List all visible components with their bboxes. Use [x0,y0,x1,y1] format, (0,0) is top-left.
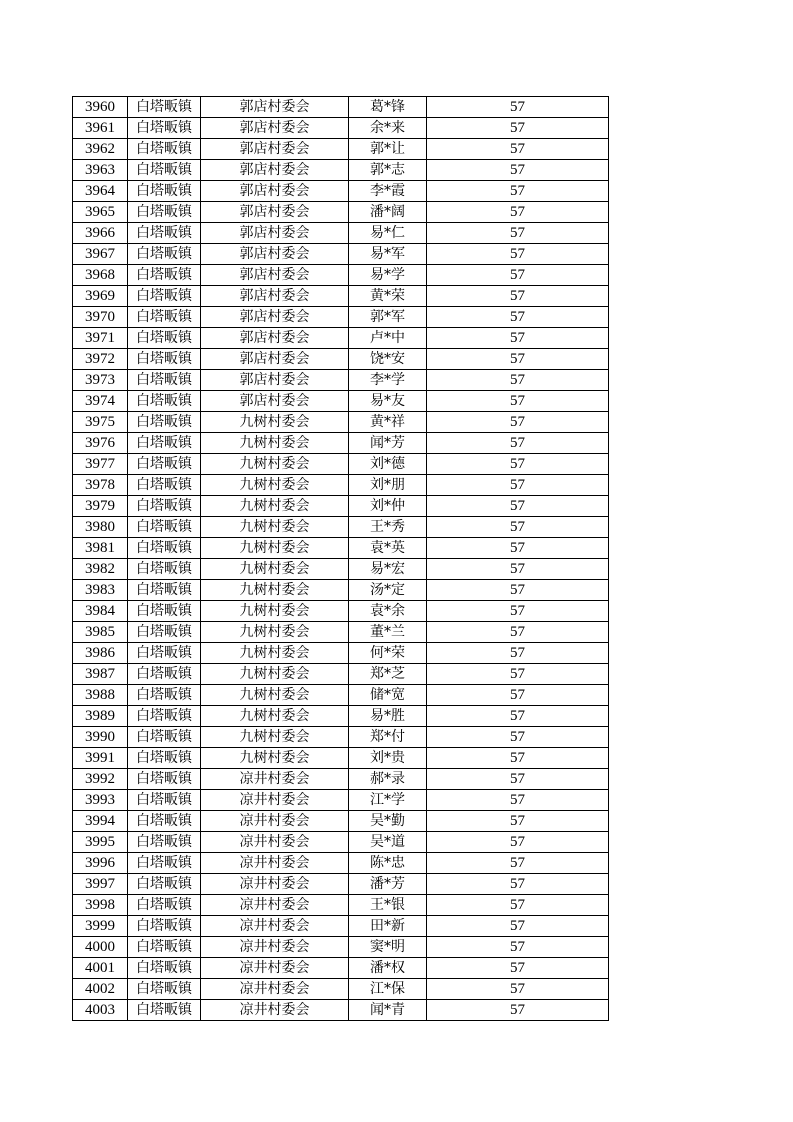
score-cell: 57 [427,244,609,265]
score-cell: 57 [427,412,609,433]
row-number-cell: 3983 [73,580,128,601]
row-number-cell: 3970 [73,307,128,328]
row-number-cell: 3969 [73,286,128,307]
person-name-cell: 吴*勤 [349,811,427,832]
score-cell: 57 [427,328,609,349]
table-row [73,601,609,622]
person-name-cell: 黄*祥 [349,412,427,433]
table-row [73,874,609,895]
row-number-cell: 3989 [73,706,128,727]
table-row [73,160,609,181]
person-name-cell: 袁*余 [349,601,427,622]
person-name-cell: 储*宽 [349,685,427,706]
village-committee-cell: 凉井村委会 [201,832,349,853]
score-cell: 57 [427,727,609,748]
town-cell: 白塔畈镇 [128,874,201,895]
row-number-cell: 4001 [73,958,128,979]
town-cell: 白塔畈镇 [128,790,201,811]
row-number-cell: 3972 [73,349,128,370]
table-row [73,727,609,748]
table-row [73,559,609,580]
village-committee-cell: 凉井村委会 [201,769,349,790]
table-row [73,265,609,286]
town-cell: 白塔畈镇 [128,559,201,580]
person-name-cell: 田*新 [349,916,427,937]
village-committee-cell: 郭店村委会 [201,139,349,160]
row-number-cell: 3985 [73,622,128,643]
table-row [73,895,609,916]
score-cell: 57 [427,433,609,454]
score-cell: 57 [427,265,609,286]
town-cell: 白塔畈镇 [128,160,201,181]
town-cell: 白塔畈镇 [128,979,201,1000]
row-number-cell: 3986 [73,643,128,664]
score-cell: 57 [427,97,609,118]
table-row [73,496,609,517]
score-cell: 57 [427,622,609,643]
town-cell: 白塔畈镇 [128,580,201,601]
person-name-cell: 陈*忠 [349,853,427,874]
person-name-cell: 江*学 [349,790,427,811]
table-row [73,1000,609,1021]
town-cell: 白塔畈镇 [128,454,201,475]
score-cell: 57 [427,307,609,328]
town-cell: 白塔畈镇 [128,244,201,265]
score-cell: 57 [427,475,609,496]
row-number-cell: 3984 [73,601,128,622]
village-committee-cell: 郭店村委会 [201,160,349,181]
person-name-cell: 潘*权 [349,958,427,979]
row-number-cell: 3963 [73,160,128,181]
town-cell: 白塔畈镇 [128,223,201,244]
row-number-cell: 3981 [73,538,128,559]
table-row [73,307,609,328]
town-cell: 白塔畈镇 [128,664,201,685]
town-cell: 白塔畈镇 [128,832,201,853]
row-number-cell: 3962 [73,139,128,160]
town-cell: 白塔畈镇 [128,118,201,139]
village-committee-cell: 九树村委会 [201,454,349,475]
row-number-cell: 4003 [73,1000,128,1021]
person-name-cell: 饶*安 [349,349,427,370]
table-row [73,979,609,1000]
row-number-cell: 3975 [73,412,128,433]
town-cell: 白塔畈镇 [128,769,201,790]
village-committee-cell: 郭店村委会 [201,370,349,391]
table-row [73,664,609,685]
town-cell: 白塔畈镇 [128,748,201,769]
row-number-cell: 3980 [73,517,128,538]
village-committee-cell: 凉井村委会 [201,979,349,1000]
village-committee-cell: 九树村委会 [201,412,349,433]
village-committee-cell: 郭店村委会 [201,202,349,223]
town-cell: 白塔畈镇 [128,685,201,706]
score-cell: 57 [427,790,609,811]
score-cell: 57 [427,391,609,412]
village-committee-cell: 九树村委会 [201,706,349,727]
row-number-cell: 3996 [73,853,128,874]
row-number-cell: 3979 [73,496,128,517]
person-name-cell: 王*秀 [349,517,427,538]
village-committee-cell: 九树村委会 [201,475,349,496]
row-number-cell: 3973 [73,370,128,391]
town-cell: 白塔畈镇 [128,622,201,643]
village-committee-cell: 凉井村委会 [201,958,349,979]
score-cell: 57 [427,685,609,706]
village-committee-cell: 九树村委会 [201,664,349,685]
score-cell: 57 [427,517,609,538]
row-number-cell: 3988 [73,685,128,706]
town-cell: 白塔畈镇 [128,475,201,496]
table-row [73,538,609,559]
person-name-cell: 易*胜 [349,706,427,727]
village-committee-cell: 九树村委会 [201,622,349,643]
village-committee-cell: 郭店村委会 [201,391,349,412]
score-cell: 57 [427,454,609,475]
table-row [73,790,609,811]
person-name-cell: 刘*仲 [349,496,427,517]
town-cell: 白塔畈镇 [128,916,201,937]
table-row [73,622,609,643]
person-name-cell: 易*友 [349,391,427,412]
town-cell: 白塔畈镇 [128,811,201,832]
village-committee-cell: 九树村委会 [201,580,349,601]
score-cell: 57 [427,916,609,937]
person-name-cell: 易*军 [349,244,427,265]
score-cell: 57 [427,181,609,202]
score-cell: 57 [427,559,609,580]
town-cell: 白塔畈镇 [128,286,201,307]
town-cell: 白塔畈镇 [128,601,201,622]
town-cell: 白塔畈镇 [128,433,201,454]
table-row [73,811,609,832]
village-committee-cell: 郭店村委会 [201,223,349,244]
score-cell: 57 [427,748,609,769]
village-committee-cell: 九树村委会 [201,517,349,538]
table-row [73,685,609,706]
village-committee-cell: 九树村委会 [201,685,349,706]
village-committee-cell: 凉井村委会 [201,937,349,958]
town-cell: 白塔畈镇 [128,496,201,517]
town-cell: 白塔畈镇 [128,349,201,370]
town-cell: 白塔畈镇 [128,1000,201,1021]
row-number-cell: 3997 [73,874,128,895]
table-row [73,580,609,601]
village-committee-cell: 凉井村委会 [201,790,349,811]
village-committee-cell: 郭店村委会 [201,97,349,118]
row-number-cell: 3967 [73,244,128,265]
village-committee-cell: 九树村委会 [201,643,349,664]
town-cell: 白塔畈镇 [128,97,201,118]
town-cell: 白塔畈镇 [128,937,201,958]
person-name-cell: 葛*锋 [349,97,427,118]
score-cell: 57 [427,1000,609,1021]
person-name-cell: 刘*贵 [349,748,427,769]
score-cell: 57 [427,979,609,1000]
table-row [73,97,609,118]
table-row [73,916,609,937]
table-row [73,244,609,265]
score-cell: 57 [427,706,609,727]
table-row [73,349,609,370]
row-number-cell: 3995 [73,832,128,853]
table-row [73,475,609,496]
row-number-cell: 3971 [73,328,128,349]
score-cell: 57 [427,643,609,664]
table-row [73,769,609,790]
score-cell: 57 [427,958,609,979]
village-committee-cell: 凉井村委会 [201,811,349,832]
person-name-cell: 易*仁 [349,223,427,244]
table-row [73,853,609,874]
table-row [73,139,609,160]
score-cell: 57 [427,139,609,160]
table-row [73,181,609,202]
person-name-cell: 吴*道 [349,832,427,853]
person-name-cell: 郑*芝 [349,664,427,685]
town-cell: 白塔畈镇 [128,853,201,874]
table-row [73,832,609,853]
person-name-cell: 黄*荣 [349,286,427,307]
village-committee-cell: 凉井村委会 [201,853,349,874]
table-row [73,643,609,664]
row-number-cell: 3991 [73,748,128,769]
roster-table-body [73,97,609,1021]
table-row [73,454,609,475]
village-committee-cell: 凉井村委会 [201,1000,349,1021]
score-cell: 57 [427,874,609,895]
score-cell: 57 [427,370,609,391]
village-committee-cell: 郭店村委会 [201,118,349,139]
village-committee-cell: 九树村委会 [201,538,349,559]
roster-table [72,96,609,1021]
village-committee-cell: 凉井村委会 [201,895,349,916]
table-row [73,202,609,223]
village-committee-cell: 九树村委会 [201,559,349,580]
row-number-cell: 3960 [73,97,128,118]
person-name-cell: 余*来 [349,118,427,139]
village-committee-cell: 九树村委会 [201,727,349,748]
person-name-cell: 刘*朋 [349,475,427,496]
row-number-cell: 3976 [73,433,128,454]
village-committee-cell: 凉井村委会 [201,916,349,937]
row-number-cell: 3998 [73,895,128,916]
score-cell: 57 [427,580,609,601]
village-committee-cell: 郭店村委会 [201,307,349,328]
table-row [73,391,609,412]
person-name-cell: 李*学 [349,370,427,391]
person-name-cell: 潘*阔 [349,202,427,223]
table-row [73,328,609,349]
row-number-cell: 4002 [73,979,128,1000]
row-number-cell: 3978 [73,475,128,496]
row-number-cell: 3964 [73,181,128,202]
person-name-cell: 李*霞 [349,181,427,202]
town-cell: 白塔畈镇 [128,727,201,748]
person-name-cell: 潘*芳 [349,874,427,895]
score-cell: 57 [427,664,609,685]
table-row [73,118,609,139]
town-cell: 白塔畈镇 [128,412,201,433]
village-committee-cell: 郭店村委会 [201,328,349,349]
row-number-cell: 3999 [73,916,128,937]
table-row [73,958,609,979]
person-name-cell: 易*学 [349,265,427,286]
person-name-cell: 郭*志 [349,160,427,181]
town-cell: 白塔畈镇 [128,265,201,286]
row-number-cell: 3961 [73,118,128,139]
score-cell: 57 [427,349,609,370]
score-cell: 57 [427,160,609,181]
table-row [73,706,609,727]
row-number-cell: 3987 [73,664,128,685]
row-number-cell: 3994 [73,811,128,832]
table-row [73,223,609,244]
person-name-cell: 窦*明 [349,937,427,958]
person-name-cell: 易*宏 [349,559,427,580]
score-cell: 57 [427,937,609,958]
town-cell: 白塔畈镇 [128,538,201,559]
row-number-cell: 3992 [73,769,128,790]
row-number-cell: 3965 [73,202,128,223]
person-name-cell: 郑*付 [349,727,427,748]
village-committee-cell: 九树村委会 [201,433,349,454]
score-cell: 57 [427,832,609,853]
town-cell: 白塔畈镇 [128,202,201,223]
score-cell: 57 [427,223,609,244]
score-cell: 57 [427,286,609,307]
town-cell: 白塔畈镇 [128,958,201,979]
table-row [73,517,609,538]
town-cell: 白塔畈镇 [128,895,201,916]
row-number-cell: 3982 [73,559,128,580]
village-committee-cell: 郭店村委会 [201,286,349,307]
town-cell: 白塔畈镇 [128,391,201,412]
person-name-cell: 董*兰 [349,622,427,643]
score-cell: 57 [427,538,609,559]
score-cell: 57 [427,202,609,223]
row-number-cell: 3990 [73,727,128,748]
table-row [73,937,609,958]
person-name-cell: 刘*德 [349,454,427,475]
table-row [73,286,609,307]
person-name-cell: 卢*中 [349,328,427,349]
person-name-cell: 汤*定 [349,580,427,601]
table-row [73,433,609,454]
person-name-cell: 袁*英 [349,538,427,559]
village-committee-cell: 九树村委会 [201,748,349,769]
score-cell: 57 [427,853,609,874]
village-committee-cell: 郭店村委会 [201,349,349,370]
person-name-cell: 郭*让 [349,139,427,160]
town-cell: 白塔畈镇 [128,370,201,391]
score-cell: 57 [427,895,609,916]
row-number-cell: 3993 [73,790,128,811]
person-name-cell: 何*荣 [349,643,427,664]
person-name-cell: 郭*军 [349,307,427,328]
town-cell: 白塔畈镇 [128,307,201,328]
town-cell: 白塔畈镇 [128,181,201,202]
table-row [73,412,609,433]
town-cell: 白塔畈镇 [128,328,201,349]
score-cell: 57 [427,496,609,517]
score-cell: 57 [427,811,609,832]
person-name-cell: 江*保 [349,979,427,1000]
village-committee-cell: 九树村委会 [201,601,349,622]
person-name-cell: 王*银 [349,895,427,916]
row-number-cell: 3966 [73,223,128,244]
person-name-cell: 郝*录 [349,769,427,790]
table-row [73,370,609,391]
score-cell: 57 [427,769,609,790]
town-cell: 白塔畈镇 [128,706,201,727]
town-cell: 白塔畈镇 [128,139,201,160]
village-committee-cell: 凉井村委会 [201,874,349,895]
village-committee-cell: 郭店村委会 [201,244,349,265]
score-cell: 57 [427,601,609,622]
village-committee-cell: 郭店村委会 [201,265,349,286]
person-name-cell: 闻*芳 [349,433,427,454]
table-row [73,748,609,769]
village-committee-cell: 郭店村委会 [201,181,349,202]
row-number-cell: 4000 [73,937,128,958]
village-committee-cell: 九树村委会 [201,496,349,517]
row-number-cell: 3977 [73,454,128,475]
row-number-cell: 3974 [73,391,128,412]
town-cell: 白塔畈镇 [128,517,201,538]
row-number-cell: 3968 [73,265,128,286]
score-cell: 57 [427,118,609,139]
person-name-cell: 闻*青 [349,1000,427,1021]
town-cell: 白塔畈镇 [128,643,201,664]
